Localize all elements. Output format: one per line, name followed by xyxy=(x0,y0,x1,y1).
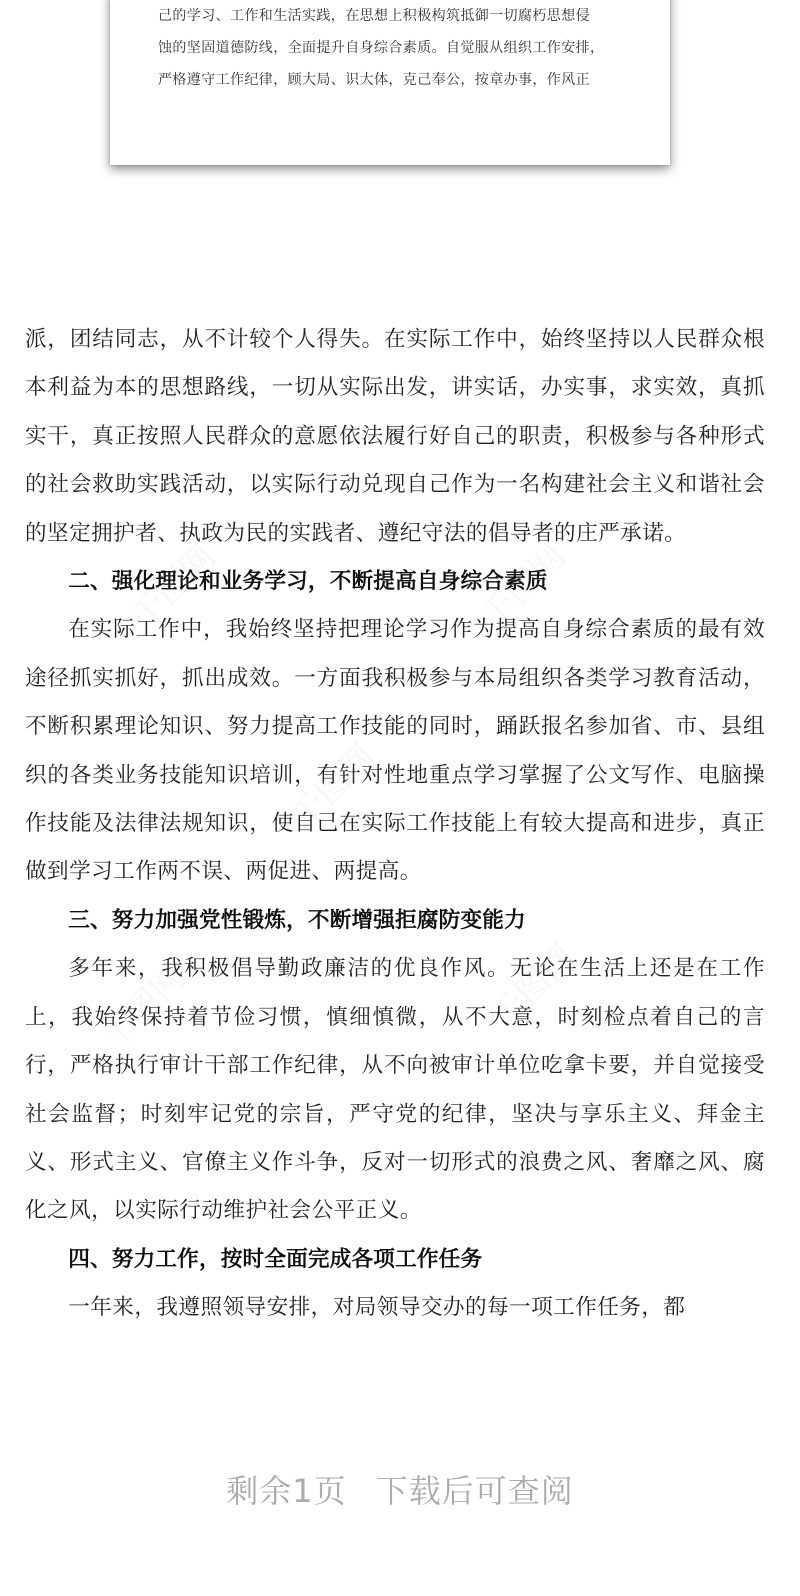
preview-line: 己的学习、工作和生活实践，在思想上积极构筑抵御一切腐朽思想侵 xyxy=(158,8,590,24)
remaining-pages-banner[interactable] xyxy=(0,1466,800,1512)
page-preview-card xyxy=(110,0,670,165)
paragraph: 一年来，我遵照领导安排，对局领导交办的每一项工作任务，都 xyxy=(68,1295,686,1321)
watermark-logo: 千图网 xyxy=(283,736,384,838)
document-body xyxy=(25,316,765,1333)
paragraph: 多年来，我积极倡导勤政廉洁的优良作风。无论在生活上还是在工作上，我始终保持着节俭习惯，慎细慎微，从不大意，时刻检点着自己的言行，严格执行审计干部工作纪律，从不向被审计单位吃拿卡要，并自觉接受社会监督；时刻牢记党的宗旨，严守党的纪律，坚决与享乐主义、拜金主义、形式主义、官僚主义作斗争，反对一切形式的浪费之风、奢靡之风、腐化之风，以实际行动维护社会公平正义。 xyxy=(25,956,765,1224)
preview-line: 严格遵守工作纪律，顾大局、识大体，克己奉公，按章办事，作风正 xyxy=(158,72,590,88)
paragraph: 在实际工作中，我始终坚持把理论学习作为提高自身综合素质的最有效途径抓实抓好，抓出成效。一方面我积极参与本局组织各类学习教育活动，不断积累理论知识、努力提高工作技能的同时，踊跃报名参加省、市、县组织的各类业务技能知识培训，有针对性地重点学习掌握了公文写作、电脑操作技能及法律法规知识，使自己在实际工作技能上有较大提高和进步，真正做到学习工作两不误、两促进、两提高。 xyxy=(25,617,765,885)
download-hint-label: 下载后可查阅 xyxy=(375,1472,574,1510)
section-heading: 二、强化理论和业务学习，不断提高自身综合素质 xyxy=(68,569,548,595)
watermark-logo: 千图网 xyxy=(483,936,584,1038)
watermark-logo: 千图网 xyxy=(123,536,224,638)
watermark-logo: 千图网 xyxy=(473,536,574,638)
section-heading: 三、努力加强党性锻炼，不断增强拒腐防变能力 xyxy=(68,907,526,933)
watermark-logo: 千图网 xyxy=(93,956,194,1058)
paragraph: 派，团结同志，从不计较个人得失。在实际工作中，始终坚持以人民群众根本利益为本的思想路线，一切从实际出发，讲实话，办实事，求实效，真抓实干，真正按照人民群众的意愿依法履行好自己的职责，积极参与各种形式的社会救助实践活动，以实际行动兑现自己作为一名构建社会主义和谐社会的坚定拥护者、执政为民的实践者、遵纪守法的倡导者的庄严承诺。 xyxy=(25,327,765,546)
remaining-pages-label: 剩余1页 xyxy=(226,1472,347,1510)
preview-line: 蚀的坚固道德防线，全面提升自身综合素质。自觉服从组织工作安排， xyxy=(158,40,605,56)
section-heading: 四、努力工作，按时全面完成各项工作任务 xyxy=(68,1246,483,1272)
